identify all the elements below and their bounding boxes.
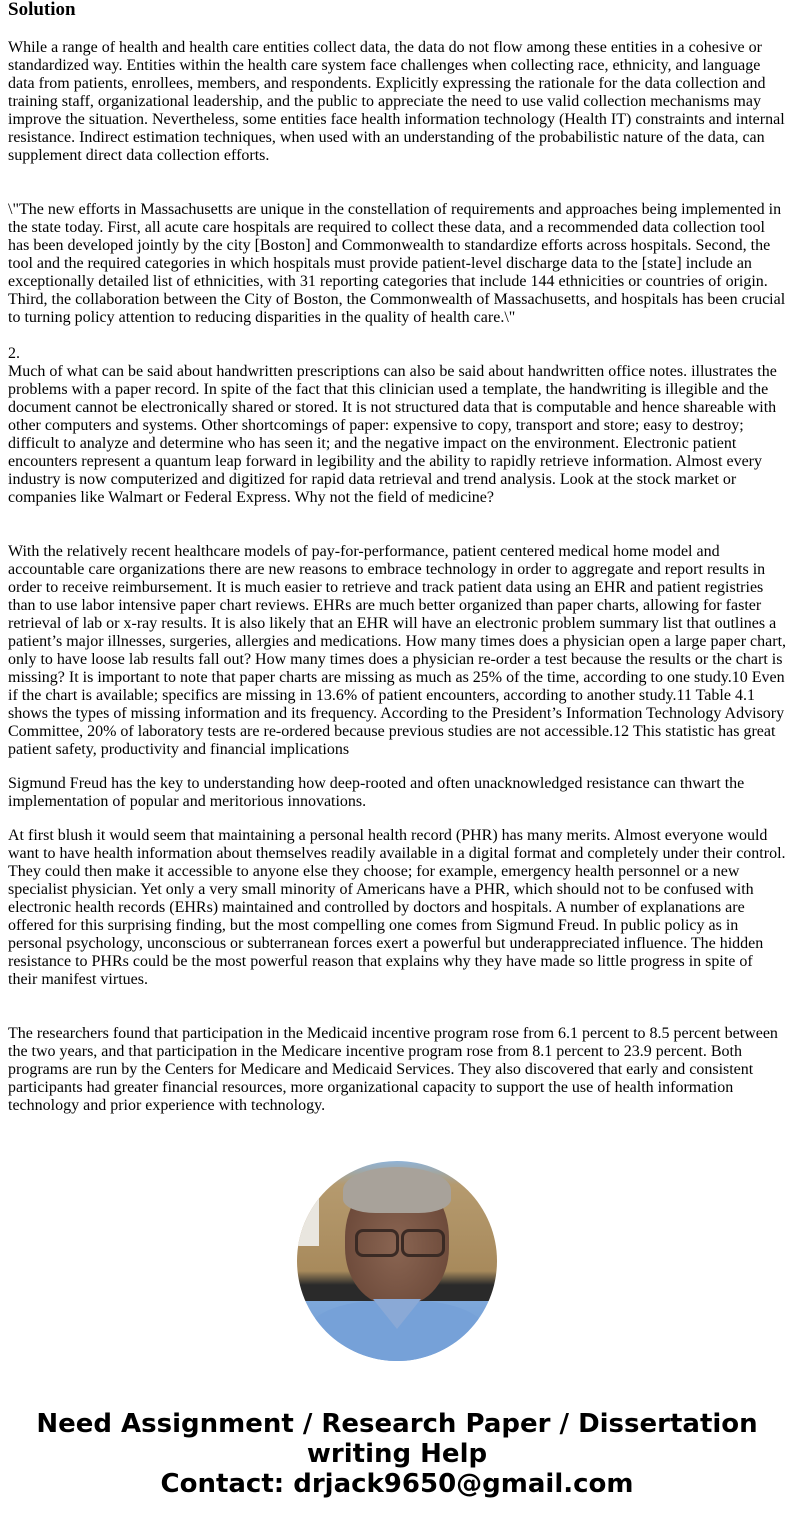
glasses-left-lens xyxy=(355,1229,399,1257)
section-2 xyxy=(8,345,786,507)
paragraph-incentive-program: The researchers found that participation in the Medicaid incentive program rose from 6.1 percent to 8.5 percent between the two years, and that participation in the Medicare incentive program rose from 8.1 percent to 23.9 percent. Both programs are run by the Centers for Medicare and Medicaid Services. They also discovered that early and consistent participants had greater financial resources, more organizational capacity to support the use of health information technology and prior experience with technology. xyxy=(8,1025,778,1114)
paragraph-freud-intro: Sigmund Freud has the key to understanding how deep-rooted and often unacknowledged resistance can thwart the implementation of popular and meritorious innovations. xyxy=(8,775,745,810)
cta-contact: Contact: drjack9650@gmail.com xyxy=(160,1469,634,1499)
section-number: 2. xyxy=(8,345,20,362)
background-wall xyxy=(297,1186,319,1246)
glasses-right-lens xyxy=(401,1229,445,1257)
avatar-container xyxy=(0,1161,794,1361)
paragraph-healthcare-models: With the relatively recent healthcare models of pay-for-performance, patient centered medical home model and accountable care organizations there are new reasons to embrace technology in order to aggregate and report results in order to receive reimbursement. It is much easier to retrieve and track patient data using an EHR and patient registries than to use labor intensive paper chart reviews. EHRs are much better organized than paper charts, allowing for faster retrieval of lab or x-ray results. It is also likely that an EHR will have an electronic problem summary list that outlines a patient’s major illnesses, surgeries, allergies and medications. How many times does a physician open a large paper chart, only to have loose lab results fall out? How many times does a physician re-order a test because the results or the chart is missing? It is important to note that paper charts are missing as much as 25% of the time, according to one study.10 Even if the chart is available; specifics are missing in 13.6% of patient encounters, according to another study.11 Table 4.1 shows the types of missing information and its frequency. According to the President’s Information Technology Advisory Committee, 20% of laboratory tests are re-ordered because previous studies are not accessible.12 This statistic has great patient safety, productivity and financial implications xyxy=(8,543,787,758)
paragraph-handwritten-notes: Much of what can be said about handwritten prescriptions can also be said about handwritten office notes. illustrates the problems with a paper record. In spite of the fact that this clinician used a template, the handwriting is illegible and the document cannot be electronically shared or stored. It is not structured data that is computable and hence shareable with other computers and systems. Other shortcomings of paper: expensive to copy, transport and store; easy to destroy; difficult to analyze and determine who has seen it; and the negative impact on the environment. Electronic patient encounters represent a quantum leap forward in legibility and the ability to rapidly retrieve information. Almost every industry is now computerized and digitized for rapid data retrieval and trend analysis. Look at the stock market or companies like Walmart or Federal Express. Why not the field of medicine? xyxy=(8,363,777,506)
avatar xyxy=(297,1161,497,1361)
page-title: Solution xyxy=(8,0,76,20)
paragraph-data-collection: While a range of health and health care entities collect data, the data do not flow among these entities in a cohesive or standardized way. Entities within the health care system face challenges when collecting race, ethnicity, and language data from patients, enrollees, members, and respondents. Explicitly expressing the rationale for the data collection and training staff, organizational leadership, and the public to appreciate the need to use valid collection mechanisms may improve the situation. Nevertheless, some entities face health information technology (Health IT) constraints and internal resistance. Indirect estimation techniques, when used with an understanding of the probabilistic nature of the data, can supplement direct data collection efforts. xyxy=(8,39,785,164)
paragraph-massachusetts-quote: \"The new efforts in Massachusetts are unique in the constellation of requirements and approaches being implemented in the state today. First, all acute care hospitals are required to collect these data, and a recommended data collection tool has been developed jointly by the city [Boston] and Commonwealth to standardize efforts across hospitals. Second, the tool and the required categories in which hospitals must provide patient-level discharge data to the [state] include an exceptionally detailed list of ethnicities, with 31 reporting categories that include 144 ethnicities or countries of origin. Third, the collaboration between the City of Boston, the Commonwealth of Massachusetts, and hospitals has been crucial to turning policy attention to reducing disparities in the quality of health care.\" xyxy=(8,201,786,326)
cta-headline: Need Assignment / Research Paper / Dissertation writing Help xyxy=(36,1409,758,1469)
contact-banner xyxy=(0,1409,794,1499)
hair-shape xyxy=(343,1167,451,1213)
paragraph-phr: At first blush it would seem that maintaining a personal health record (PHR) has many merits. Almost everyone would want to have health information about themselves readily available in a digital format and completely under their control. They could then make it accessible to anyone else they choose; for example, emergency health personnel or a new specialist physician. Yet only a very small minority of Americans have a PHR, which should not to be confused with electronic health records (EHRs) maintained and controlled by doctors and hospitals. A number of explanations are offered for this surprising finding, but the most compelling one comes from Sigmund Freud. In public policy as in personal psychology, unconscious or subterranean forces exert a powerful but underappreciated influence. The hidden resistance to PHRs could be the most powerful reason that explains why they have made so little progress in spite of their manifest virtues. xyxy=(8,827,786,988)
